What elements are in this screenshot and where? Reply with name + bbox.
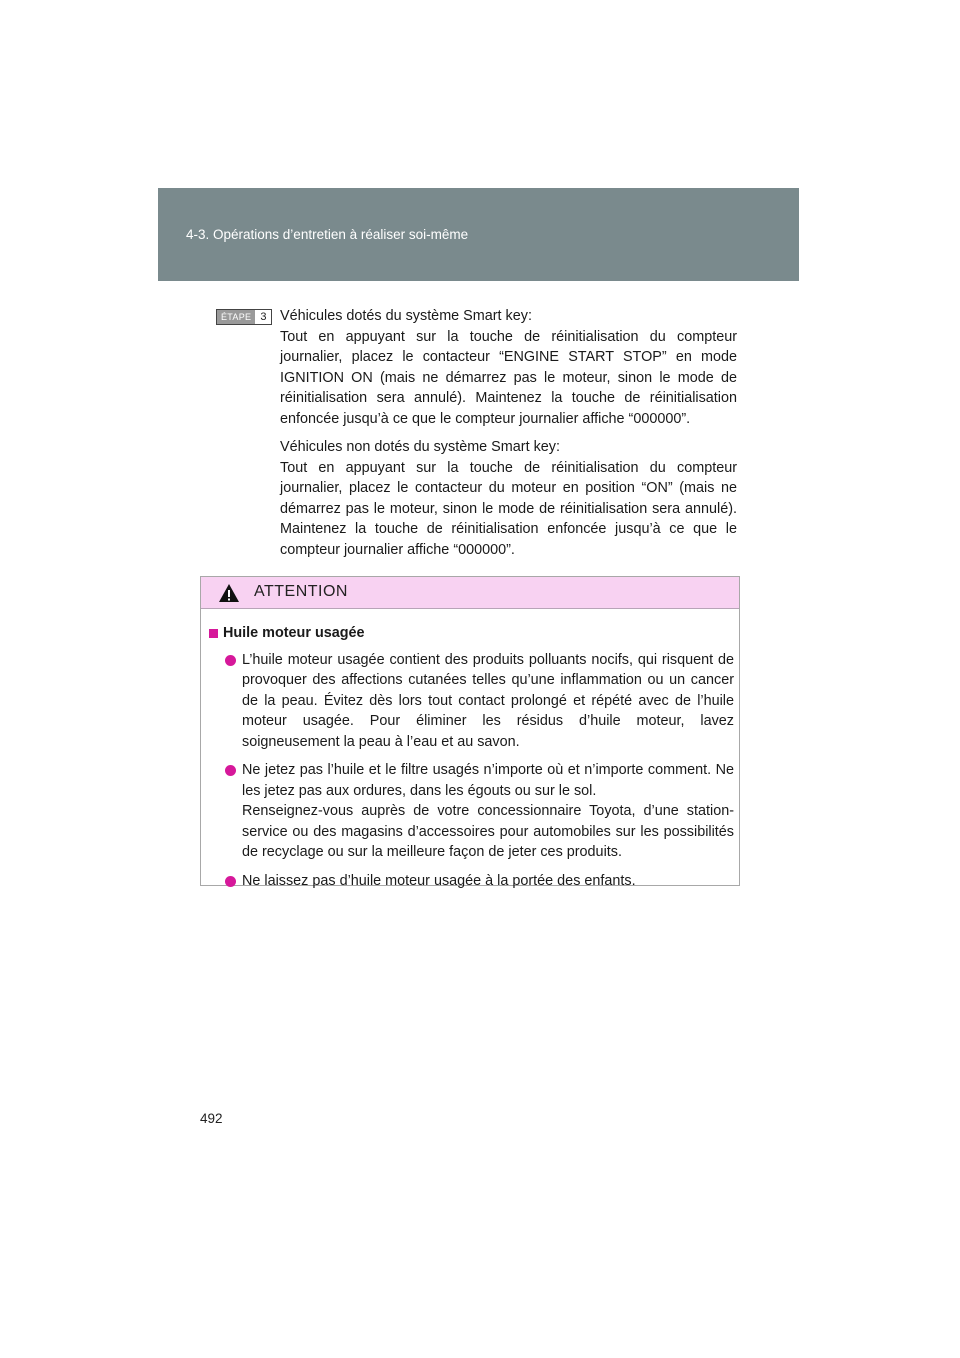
warning-triangle-icon [218, 583, 240, 603]
attention-subheading-text: Huile moteur usagée [223, 625, 365, 641]
bullet-text: Ne laissez pas d’huile moteur usagée à la portée des enfants. [242, 872, 636, 889]
attention-title: ATTENTION [254, 583, 348, 600]
circle-bullet-icon [225, 655, 236, 666]
page-number: 492 [200, 1111, 223, 1126]
attention-bullet [209, 760, 734, 863]
no-smart-key-text: Tout en appuyant sur la touche de réinitialisation du compteur journalier, placez le contacteur du moteur en position “ON” (mais ne démarrez pas le moteur, sinon le mode de réinitialisation sera annulé). Maintenez la touche de réinitialisation enfoncée jusqu’à ce que le compteur journalier affiche “000000”. [280, 459, 737, 558]
bullet-text: L’huile moteur usagée contient des produits polluants nocifs, qui risquent de provoquer des affections cutanées telles qu’une inflammation ou un cancer de la peau. Évitez dès lors tout contact prolongé et répété avec de l’huile moteur usagée. Pour éliminer les résidus d’huile moteur, lavez soigneusement la peau à l’eau et au savon. [242, 651, 734, 750]
attention-subheading [209, 623, 734, 644]
smart-key-text: Tout en appuyant sur la touche de réinitialisation du compteur journalier, placez le contacteur “ENGINE START STOP” en mode IGNITION ON (mais ne démarrez pas le moteur, sinon le mode de réinitialisation sera annulé). Maintenez la touche de réinitialisation enfoncée jusqu’à ce que le compteur journalier affiche “000000”. [280, 328, 737, 427]
circle-bullet-icon [225, 876, 236, 887]
step-content [280, 306, 737, 568]
step-badge-label: ÉTAPE [217, 310, 255, 324]
no-smart-key-paragraph [280, 437, 737, 560]
attention-bullet [209, 650, 734, 753]
step-badge-number: 3 [260, 311, 267, 323]
smart-key-paragraph [280, 306, 737, 429]
step-badge [216, 309, 272, 325]
attention-box [200, 576, 740, 889]
no-smart-key-heading: Véhicules non dotés du système Smart key: [280, 439, 560, 455]
smart-key-heading: Véhicules dotés du système Smart key: [280, 308, 532, 324]
attention-body [201, 609, 739, 891]
section-title: 4-3. Opérations d’entretien à réaliser soi-même [186, 227, 469, 242]
square-bullet-icon [209, 629, 218, 638]
bullet-text: Renseignez-vous auprès de votre concessionnaire Toyota, d’une station-service ou des magasins d’accessoires pour automobiles sur les possibilités de recyclage ou sur la meilleure façon de jeter ces produits. [242, 803, 734, 860]
section-header [158, 188, 799, 281]
circle-bullet-icon [225, 765, 236, 776]
bullet-text: Ne jetez pas l’huile et le filtre usagés n’importe où et n’importe comment. Ne les jetez pas aux ordures, dans les égouts ou sur le sol. [242, 762, 734, 799]
attention-bullet [209, 871, 734, 892]
attention-header [201, 577, 739, 609]
